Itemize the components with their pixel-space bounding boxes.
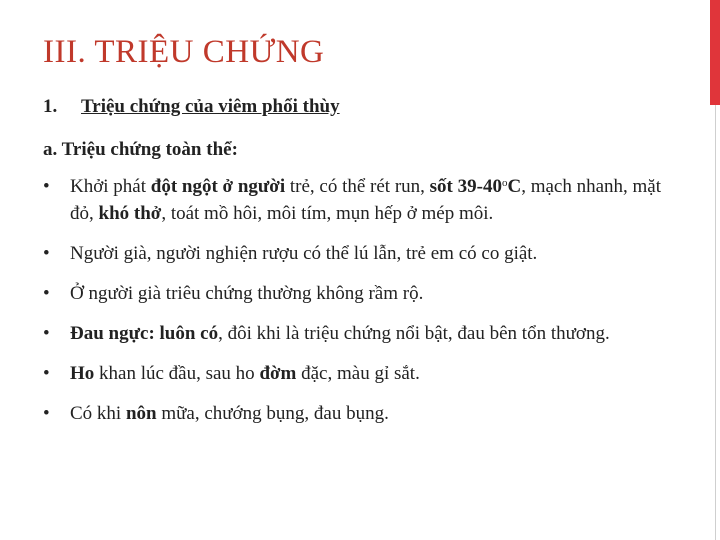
subsection-heading: a. Triệu chứng toàn thể: xyxy=(43,139,238,160)
symptom-list xyxy=(43,173,683,440)
bullet-icon: • xyxy=(43,403,50,424)
bullet-icon: • xyxy=(43,363,50,384)
section-heading-text: Triệu chứng của viêm phổi thùy xyxy=(81,96,340,117)
section-heading xyxy=(43,96,340,118)
section-number: 1. xyxy=(43,96,58,117)
list-item: • Khởi phát đột ngột ở người trẻ, có thể rét run, sốt 39-40$^o$C, mạch nhanh, mặt đỏ, khó thở, toát mồ hôi, môi tím, mụn hếp ở mép môi. xyxy=(43,173,683,227)
bullet-icon: • xyxy=(43,176,50,197)
bullet-icon: • xyxy=(43,283,50,304)
bullet-icon: • xyxy=(43,323,50,344)
list-item: • Có khi nôn mữa, chướng bụng, đau bụng. xyxy=(43,400,683,427)
accent-divider-line xyxy=(715,105,716,540)
bullet-icon: • xyxy=(43,243,50,264)
list-item: • Đau ngực: luôn có, đôi khi là triệu chứng nổi bật, đau bên tổn thương. xyxy=(43,320,683,347)
accent-bar xyxy=(710,0,720,105)
list-item: • Ho khan lúc đầu, sau ho đờm đặc, màu gỉ sắt. xyxy=(43,360,683,387)
list-item: • Người già, người nghiện rượu có thể lú lẫn, trẻ em có co giật. xyxy=(43,240,683,267)
slide-title: III. TRIỆU CHỨNG xyxy=(43,34,325,70)
list-item: • Ở người già triêu chứng thường không rầm rộ. xyxy=(43,280,683,307)
